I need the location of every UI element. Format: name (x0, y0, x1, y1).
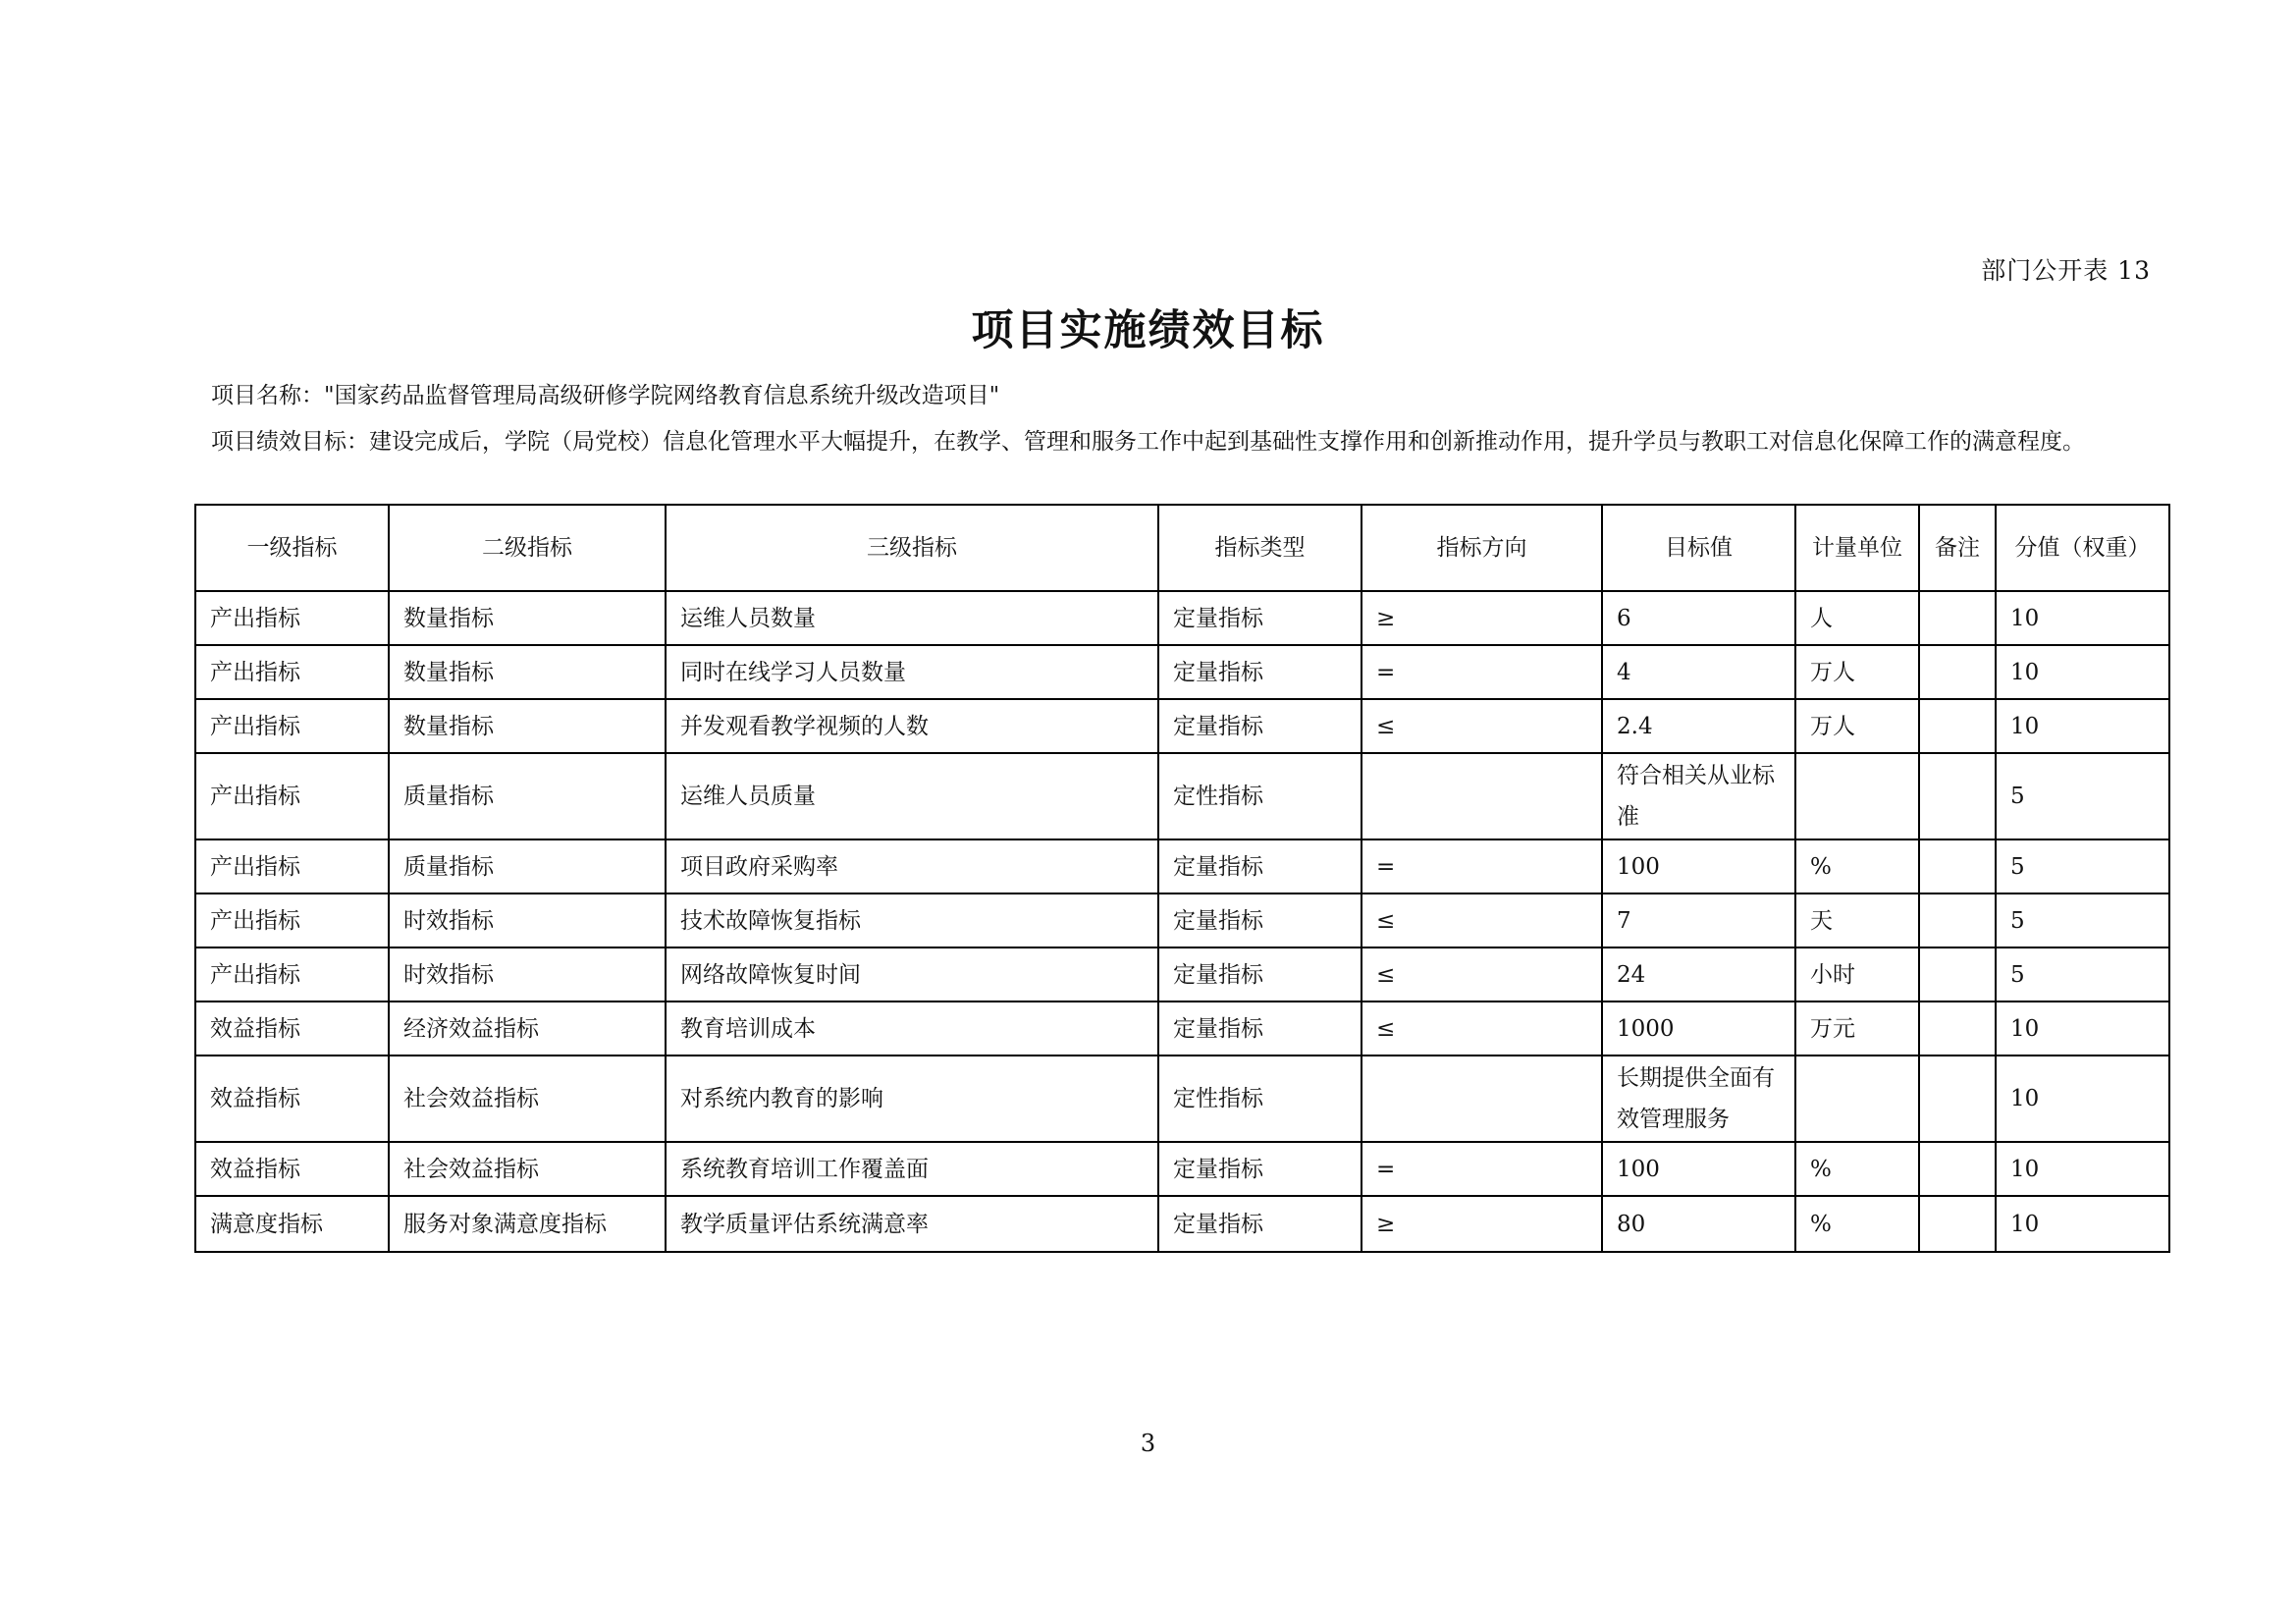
cell-score: 5 (1996, 893, 2169, 947)
cell-remark (1919, 591, 1996, 645)
cell-level2: 时效指标 (389, 893, 666, 947)
cell-level1: 产出指标 (195, 699, 389, 753)
cell-type: 定量指标 (1158, 893, 1362, 947)
project-name: 项目名称："国家药品监督管理局高级研修学院网络教育信息系统升级改造项目" (211, 383, 1000, 408)
cell-level1: 效益指标 (195, 1056, 389, 1142)
cell-level2: 数量指标 (389, 645, 666, 699)
cell-level2: 质量指标 (389, 839, 666, 893)
cell-level1: 产出指标 (195, 947, 389, 1001)
cell-level2: 数量指标 (389, 699, 666, 753)
cell-type: 定量指标 (1158, 645, 1362, 699)
cell-target: 7 (1602, 893, 1795, 947)
cell-target: 6 (1602, 591, 1795, 645)
cell-direction (1362, 1056, 1602, 1142)
cell-remark (1919, 1056, 1996, 1142)
cell-remark (1919, 699, 1996, 753)
cell-direction: ≤ (1362, 699, 1602, 753)
cell-level3: 系统教育培训工作覆盖面 (666, 1142, 1158, 1196)
cell-level2: 质量指标 (389, 753, 666, 839)
header-score: 分值（权重） (1996, 505, 2169, 591)
header-level1: 一级指标 (195, 505, 389, 591)
page-number: 3 (1140, 1430, 1156, 1457)
header-remark: 备注 (1919, 505, 1996, 591)
cell-unit: 万元 (1795, 1001, 1919, 1056)
cell-type: 定量指标 (1158, 1001, 1362, 1056)
cell-direction: ≥ (1362, 1196, 1602, 1252)
table-row (195, 839, 2169, 893)
cell-direction: ≤ (1362, 893, 1602, 947)
cell-score: 5 (1996, 753, 2169, 839)
cell-direction (1362, 753, 1602, 839)
cell-type: 定量指标 (1158, 1142, 1362, 1196)
cell-direction: = (1362, 839, 1602, 893)
header-target: 目标值 (1602, 505, 1795, 591)
cell-level2: 服务对象满意度指标 (389, 1196, 666, 1252)
cell-level3: 运维人员数量 (666, 591, 1158, 645)
table-row (195, 1142, 2169, 1196)
cell-unit (1795, 1056, 1919, 1142)
cell-unit: % (1795, 839, 1919, 893)
cell-level1: 产出指标 (195, 753, 389, 839)
table-row (195, 1056, 2169, 1142)
cell-target: 4 (1602, 645, 1795, 699)
cell-target: 符合相关从业标准 (1602, 753, 1795, 839)
cell-unit: 万人 (1795, 645, 1919, 699)
cell-level3: 教育培训成本 (666, 1001, 1158, 1056)
cell-target: 2.4 (1602, 699, 1795, 753)
cell-type: 定量指标 (1158, 699, 1362, 753)
cell-type: 定量指标 (1158, 947, 1362, 1001)
table-body (195, 591, 2169, 1252)
cell-unit: 天 (1795, 893, 1919, 947)
header-unit: 计量单位 (1795, 505, 1919, 591)
cell-remark (1919, 947, 1996, 1001)
cell-level1: 产出指标 (195, 645, 389, 699)
form-number: 部门公开表 13 (1981, 256, 2151, 285)
cell-score: 5 (1996, 947, 2169, 1001)
cell-type: 定性指标 (1158, 753, 1362, 839)
cell-level2: 社会效益指标 (389, 1142, 666, 1196)
cell-unit: 人 (1795, 591, 1919, 645)
cell-remark (1919, 839, 1996, 893)
table-header-row (195, 505, 2169, 591)
cell-type: 定量指标 (1158, 591, 1362, 645)
cell-level2: 经济效益指标 (389, 1001, 666, 1056)
header-level2: 二级指标 (389, 505, 666, 591)
cell-unit: 万人 (1795, 699, 1919, 753)
cell-type: 定性指标 (1158, 1056, 1362, 1142)
cell-remark (1919, 1001, 1996, 1056)
cell-remark (1919, 753, 1996, 839)
cell-level2: 时效指标 (389, 947, 666, 1001)
cell-target: 24 (1602, 947, 1795, 1001)
cell-score: 5 (1996, 839, 2169, 893)
cell-target: 长期提供全面有效管理服务 (1602, 1056, 1795, 1142)
cell-level3: 网络故障恢复时间 (666, 947, 1158, 1001)
table-row (195, 1001, 2169, 1056)
cell-score: 10 (1996, 591, 2169, 645)
cell-target: 100 (1602, 1142, 1795, 1196)
cell-score: 10 (1996, 699, 2169, 753)
cell-remark (1919, 1142, 1996, 1196)
cell-direction: = (1362, 645, 1602, 699)
cell-level1: 产出指标 (195, 591, 389, 645)
cell-remark (1919, 1196, 1996, 1252)
cell-target: 1000 (1602, 1001, 1795, 1056)
cell-target: 80 (1602, 1196, 1795, 1252)
table-row (195, 699, 2169, 753)
cell-score: 10 (1996, 1142, 2169, 1196)
cell-target: 100 (1602, 839, 1795, 893)
cell-level2: 数量指标 (389, 591, 666, 645)
cell-direction: ≤ (1362, 947, 1602, 1001)
header-level3: 三级指标 (666, 505, 1158, 591)
page-title: 项目实施绩效目标 (971, 306, 1325, 355)
cell-score: 10 (1996, 1056, 2169, 1142)
cell-score: 10 (1996, 1196, 2169, 1252)
cell-level1: 满意度指标 (195, 1196, 389, 1252)
table-row (195, 1196, 2169, 1252)
cell-level3: 项目政府采购率 (666, 839, 1158, 893)
cell-remark (1919, 893, 1996, 947)
table-row (195, 947, 2169, 1001)
cell-level3: 运维人员质量 (666, 753, 1158, 839)
performance-target-table (194, 504, 2170, 1253)
cell-level1: 效益指标 (195, 1001, 389, 1056)
cell-unit: % (1795, 1142, 1919, 1196)
table-row (195, 645, 2169, 699)
cell-level1: 效益指标 (195, 1142, 389, 1196)
cell-type: 定量指标 (1158, 1196, 1362, 1252)
table-row (195, 893, 2169, 947)
project-goal: 项目绩效目标：建设完成后，学院（局党校）信息化管理水平大幅提升，在教学、管理和服务工作中起到基础性支撑作用和创新推动作用，提升学员与教职工对信息化保障工作的满意程度。 (211, 429, 2085, 455)
cell-level1: 产出指标 (195, 893, 389, 947)
cell-direction: ≤ (1362, 1001, 1602, 1056)
cell-level3: 技术故障恢复指标 (666, 893, 1158, 947)
header-direction: 指标方向 (1362, 505, 1602, 591)
table-row (195, 591, 2169, 645)
cell-remark (1919, 645, 1996, 699)
cell-unit: % (1795, 1196, 1919, 1252)
cell-level3: 教学质量评估系统满意率 (666, 1196, 1158, 1252)
cell-score: 10 (1996, 1001, 2169, 1056)
cell-level3: 同时在线学习人员数量 (666, 645, 1158, 699)
cell-type: 定量指标 (1158, 839, 1362, 893)
cell-unit (1795, 753, 1919, 839)
cell-level1: 产出指标 (195, 839, 389, 893)
cell-direction: = (1362, 1142, 1602, 1196)
cell-level2: 社会效益指标 (389, 1056, 666, 1142)
cell-level3: 对系统内教育的影响 (666, 1056, 1158, 1142)
cell-score: 10 (1996, 645, 2169, 699)
table-row (195, 753, 2169, 839)
cell-level3: 并发观看教学视频的人数 (666, 699, 1158, 753)
cell-direction: ≥ (1362, 591, 1602, 645)
header-type: 指标类型 (1158, 505, 1362, 591)
cell-unit: 小时 (1795, 947, 1919, 1001)
